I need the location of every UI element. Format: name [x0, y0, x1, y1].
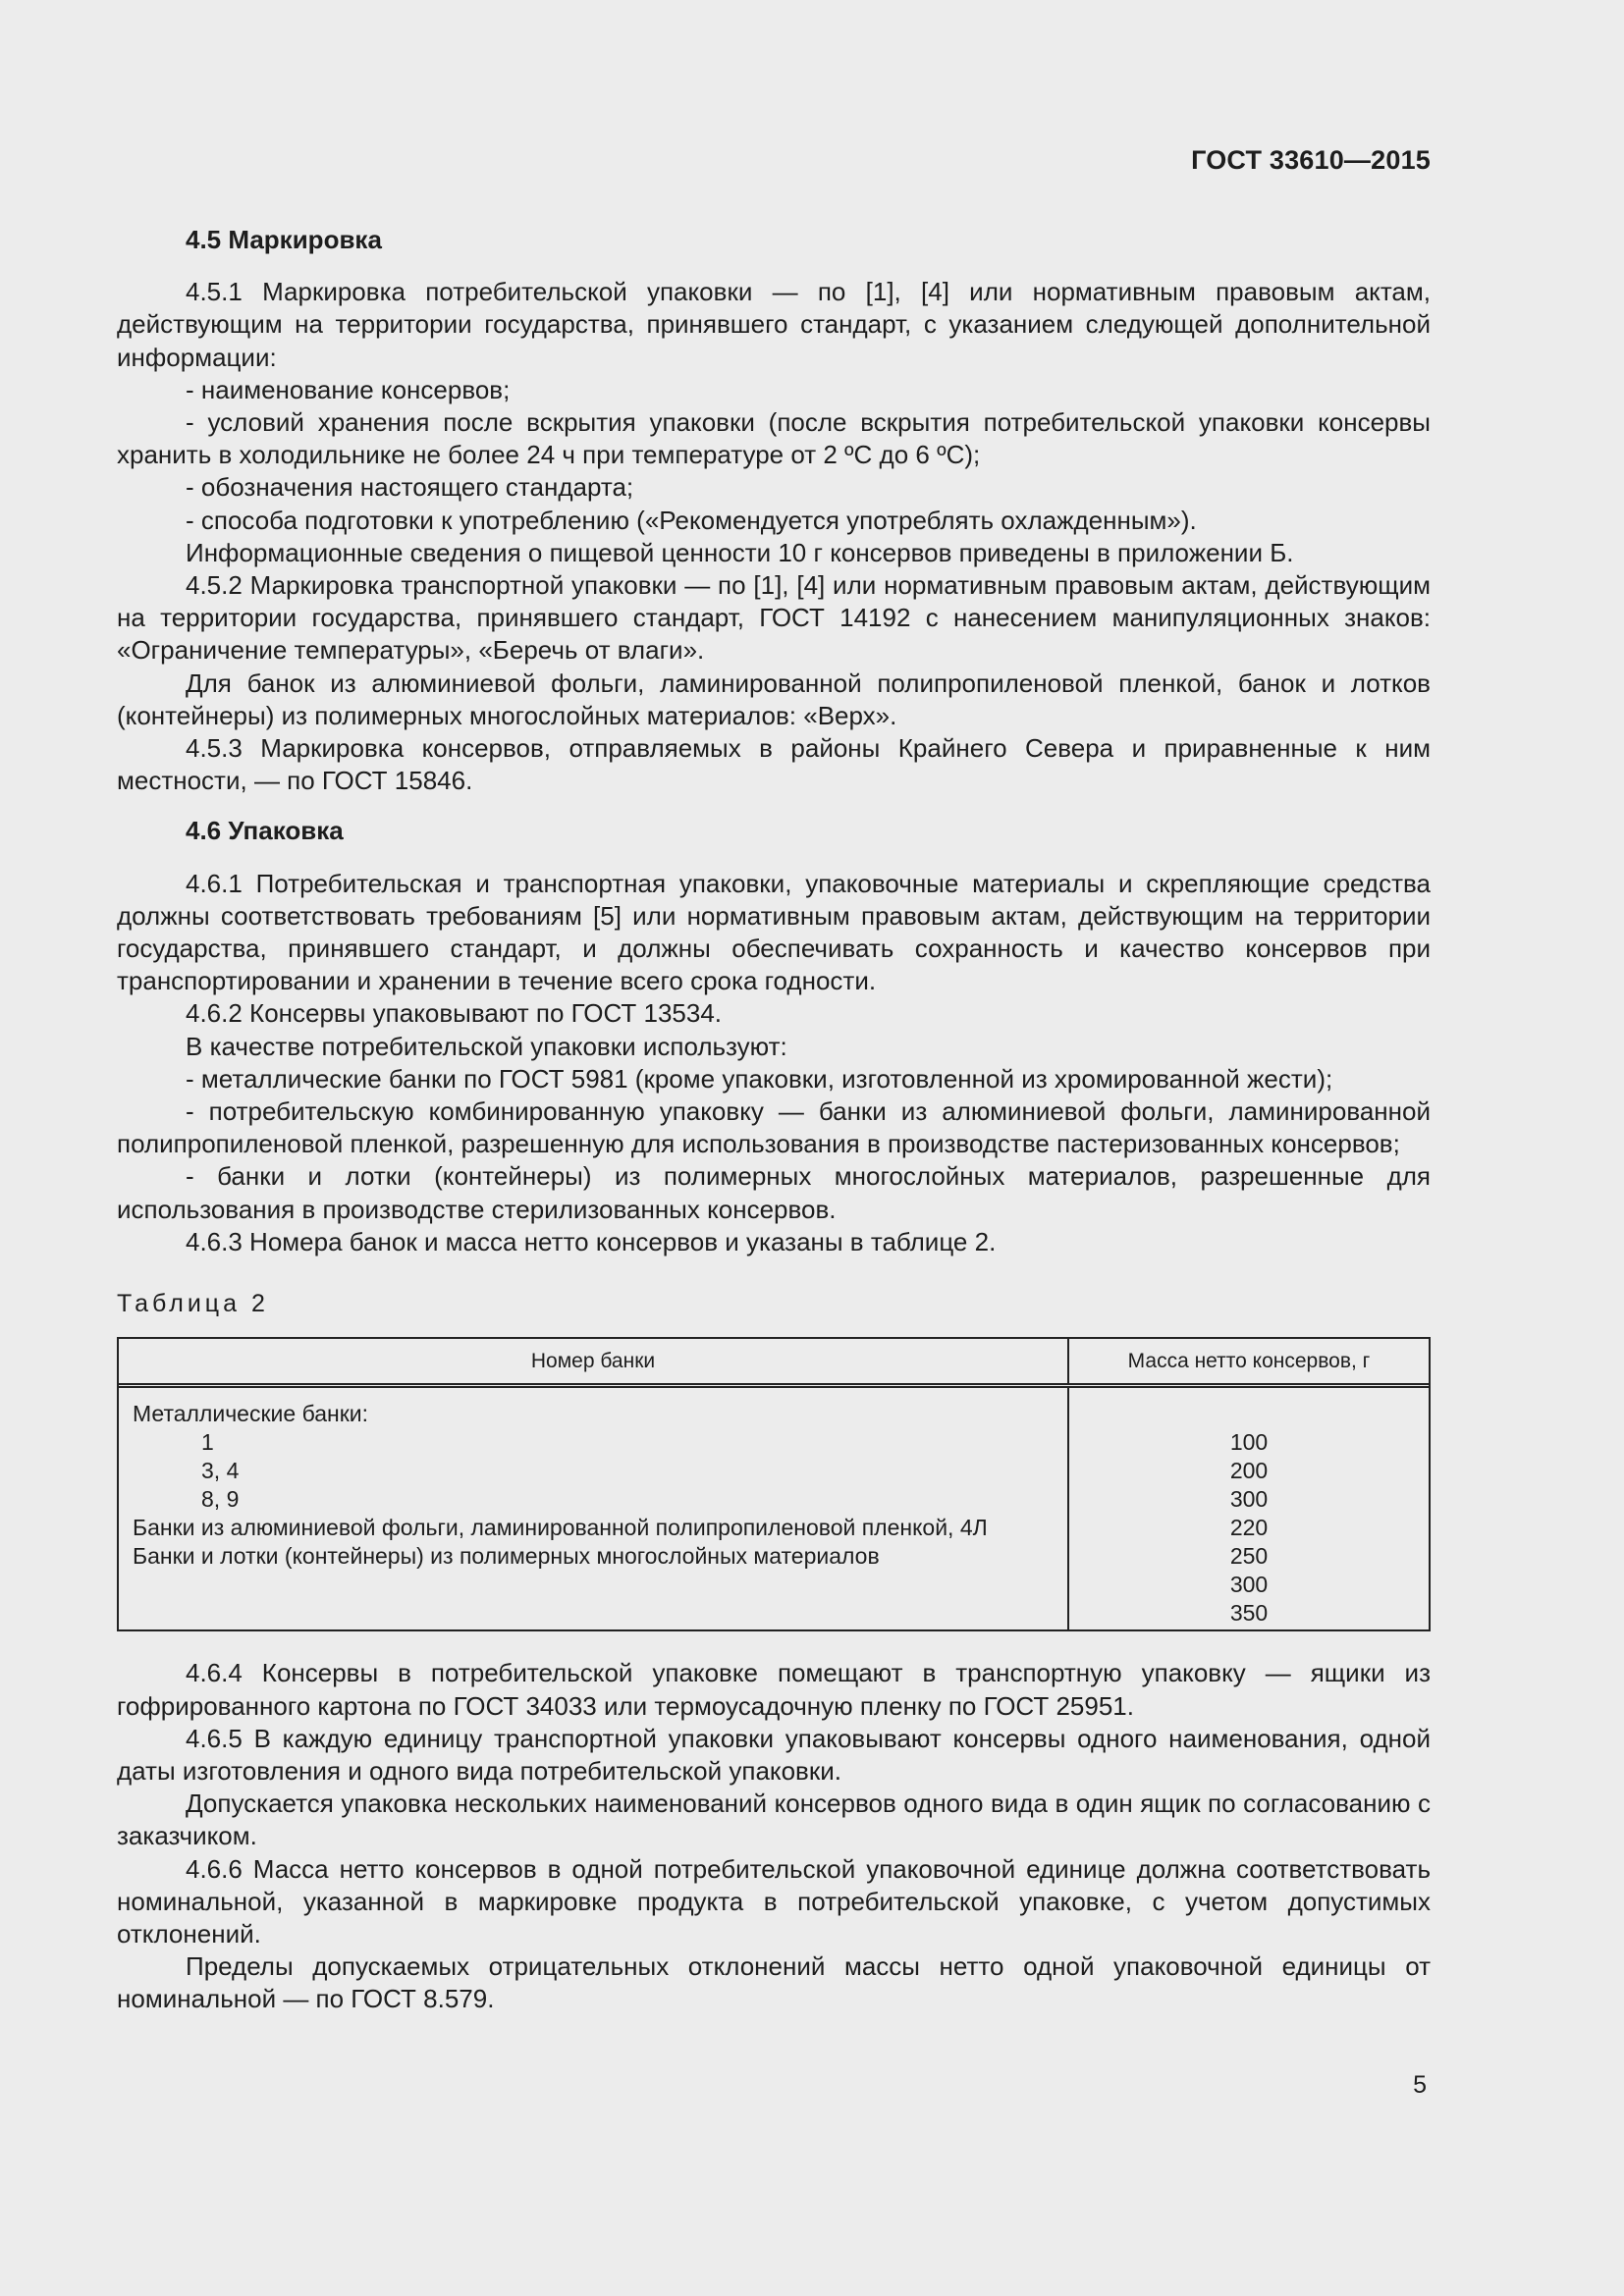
section-heading-4-5: 4.5 Маркировка — [186, 225, 382, 254]
table-cell-line: Банки из алюминиевой фольги, ламинированной полипропиленовой пленкой, 4Л — [133, 1515, 988, 1541]
table-cell-line: Металлические банки: — [133, 1401, 369, 1427]
section-heading-4-6: 4.6 Упаковка — [186, 816, 344, 846]
paragraph-nutrition-info: Информационные сведения о пищевой ценности 10 г консервов приведены в приложении Б. — [186, 537, 1294, 567]
table-cell-value: 250 — [1229, 1543, 1269, 1570]
document-id-header: ГОСТ 33610—2015 — [1191, 145, 1431, 175]
paragraph-4-6-2-cont: В качестве потребительской упаковки используют: — [186, 1031, 787, 1061]
paragraph-4-6-4: 4.6.4 Консервы в потребительской упаковке помещают в транспортную упаковку — ящики из гофрированного картона по ГОСТ 34033 или термоусадочную пленку по ГОСТ 25951. — [117, 1658, 1431, 1721]
table-caption: Таблица 2 — [117, 1290, 269, 1318]
table-cell-value: 220 — [1229, 1515, 1269, 1541]
table-cell-value: 200 — [1229, 1458, 1269, 1484]
paragraph-4-6-5: 4.6.5 В каждую единицу транспортной упаковки упаковывают консервы одного наименования, одной даты изготовления и одного вида потребительской упаковки. — [117, 1723, 1431, 1786]
paragraph-4-6-5-cont: Допускается упаковка нескольких наименований консервов одного вида в один ящик по согласованию с заказчиком. — [117, 1789, 1431, 1851]
paragraph-4-6-2: 4.6.2 Консервы упаковывают по ГОСТ 13534. — [186, 998, 723, 1029]
paragraph-4-6-6: 4.6.6 Масса нетто консервов в одной потребительской упаковочной единице должна соответствовать номинальной, указанной в маркировке продукта в потребительской упаковке, с учетом допустимых отклонений. — [117, 1853, 1431, 1949]
table-cell-line: Банки и лотки (контейнеры) из полимерных многослойных материалов — [133, 1543, 880, 1570]
table-cell-value: 300 — [1229, 1572, 1269, 1598]
paragraph-4-5-2: 4.5.2 Маркировка транспортной упаковки — по [1], [4] или нормативным правовым актам, действующим на территории государства, принявшего стандарт, ГОСТ 14192 с нанесением манипуляционных знаков: «Ограничение температуры», «Беречь от влаги». — [117, 570, 1431, 666]
paragraph-4-6-6-cont: Пределы допускаемых отрицательных отклонений массы нетто одной упаковочной единицы от номинальной — по ГОСТ 8.579. — [117, 1951, 1431, 2014]
page-number: 5 — [1413, 2071, 1427, 2099]
post-table-text — [117, 1657, 1431, 2015]
table-cell-can-numbers — [119, 1388, 1069, 1629]
table-header-can-number: Номер банки — [119, 1339, 1069, 1383]
table-header-row — [119, 1339, 1429, 1388]
table-cell-line: 3, 4 — [201, 1458, 240, 1484]
paragraph-4-5-1: 4.5.1 Маркировка потребительской упаковки — по [1], [4] или нормативным правовым актам, действующим на территории государства, принявшего стандарт, с указанием следующей дополнительной информации: — [117, 277, 1431, 372]
table-header-net-mass: Масса нетто консервов, г — [1127, 1350, 1371, 1373]
paragraph-4-5-3: 4.5.3 Маркировка консервов, отправляемых в районы Крайнего Севера и приравненные к ним местности, — по ГОСТ 15846. — [117, 733, 1431, 796]
list-item: - банки и лотки (контейнеры) из полимерных многослойных материалов, разрешенные для использования в производстве стерилизованных консервов. — [117, 1161, 1431, 1224]
table-can-weights — [117, 1337, 1431, 1631]
page-body — [117, 224, 1431, 2016]
table-cell-value: 100 — [1229, 1429, 1269, 1456]
paragraph-4-6-1: 4.6.1 Потребительская и транспортная упаковки, упаковочные материалы и скрепляющие средства должны соответствовать требованиям [5] или нормативным правовым актам, действующим на территории государства, принявшего стандарт, и должны обеспечивать сохранность и качество консервов при транспортировании и хранении в течение всего срока годности. — [117, 868, 1431, 996]
paragraph-4-5-2-cont: Для банок из алюминиевой фольги, ламинированной полипропиленовой пленкой, банок и лотков (контейнеры) из полимерных многослойных материалов: «Верх». — [117, 667, 1431, 730]
paragraph-4-6-3: 4.6.3 Номера банок и масса нетто консервов и указаны в таблице 2. — [186, 1226, 997, 1256]
list-item: - обозначения настоящего стандарта; — [186, 472, 634, 503]
table-cell-masses — [1069, 1388, 1429, 1629]
table-cell-value: 300 — [1229, 1486, 1269, 1513]
table-cell-line: 8, 9 — [201, 1486, 240, 1513]
table-cell-value: 350 — [1229, 1600, 1269, 1627]
list-item: - металлические банки по ГОСТ 5981 (кроме упаковки, изготовленной из хромированной жести); — [186, 1063, 1333, 1094]
list-item: - условий хранения после вскрытия упаковки (после вскрытия потребительской упаковки консервы хранить в холодильнике не более 24 ч при температуре от 2 ºС до 6 ºС); — [117, 407, 1431, 470]
table-cell-line: 1 — [201, 1429, 214, 1456]
list-item: - способа подготовки к употреблению («Рекомендуется употреблять охлажденным»). — [186, 505, 1197, 535]
list-item: - потребительскую комбинированную упаковку — банки из алюминиевой фольги, ламинированной полипропиленовой пленкой, разрешенную для использования в производстве пастеризованных консервов; — [117, 1096, 1431, 1159]
list-item: - наименование консервов; — [186, 374, 511, 404]
table-row — [119, 1388, 1429, 1629]
